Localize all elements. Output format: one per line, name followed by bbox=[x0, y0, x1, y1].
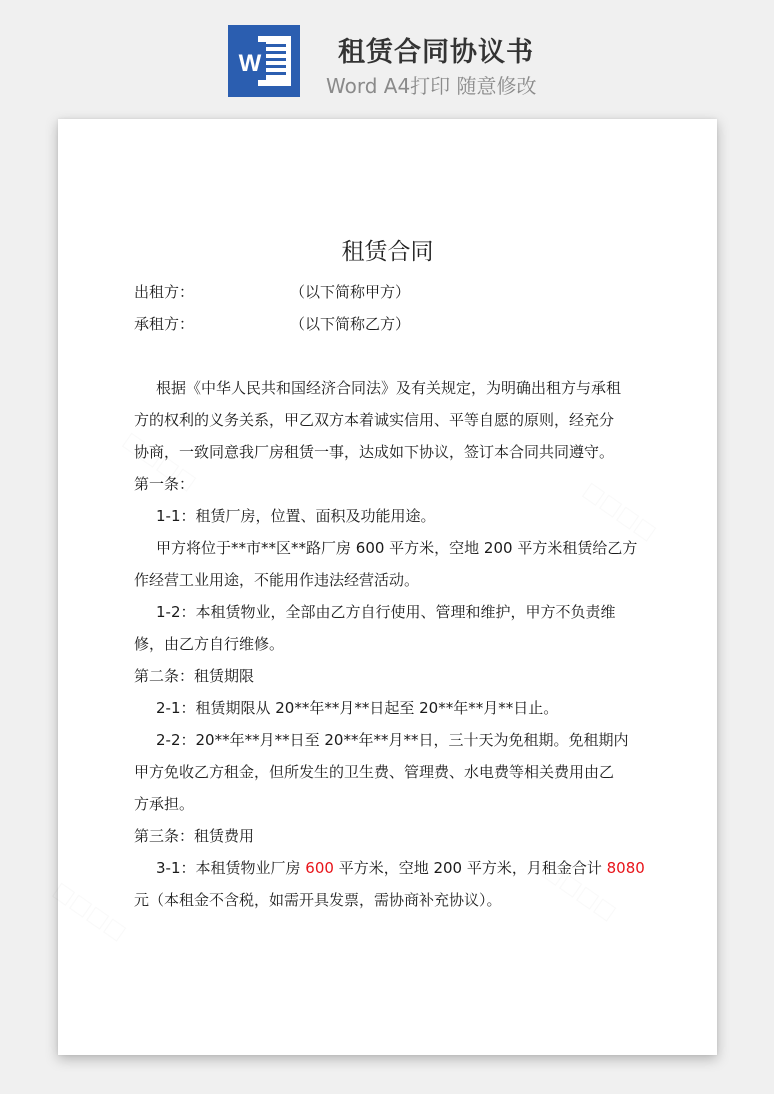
body-line: 元（本租金不含税，如需开具发票，需协商补充协议）。 bbox=[134, 891, 502, 909]
body-line: 方承担。 bbox=[134, 795, 195, 813]
word-icon-letter: W bbox=[238, 50, 262, 77]
document-page bbox=[58, 119, 717, 1055]
header-title: 租赁合同协议书 bbox=[338, 37, 534, 68]
clause-line: 2-1：租赁期限从 20**年**月**日起至 20**年**月**日止。 bbox=[156, 699, 559, 717]
body-line: 甲方免收乙方租金，但所发生的卫生费、管理费、水电费等相关费用由乙 bbox=[134, 763, 615, 781]
clause-line: 1-1：租赁厂房，位置、面积及功能用途。 bbox=[156, 507, 436, 525]
article-heading: 第三条：租赁费用 bbox=[134, 827, 255, 845]
lessee-note: （以下简称乙方） bbox=[290, 315, 411, 333]
monthly-rent-value: 8080 bbox=[606, 859, 645, 877]
word-document-icon bbox=[228, 25, 300, 97]
body-line: 根据《中华人民共和国经济合同法》及有关规定，为明确出租方与承租 bbox=[156, 379, 622, 397]
header-banner bbox=[0, 0, 774, 118]
body-line: 方的权利的义务关系，甲乙双方本着诚实信用、平等自愿的原则，经充分 bbox=[134, 411, 615, 429]
watermark bbox=[48, 877, 130, 945]
body-line: 修，由乙方自行维修。 bbox=[134, 635, 285, 653]
clause-line: 2-2：20**年**月**日至 20**年**月**日，三十天为免租期。免租期内 bbox=[156, 731, 629, 749]
header-subtitle: Word A4打印 随意修改 bbox=[326, 74, 537, 98]
lessee-label: 承租方： bbox=[134, 315, 195, 333]
factory-area-value: 600 bbox=[305, 859, 334, 877]
rent-prefix: 3-1：本租赁物业厂房 bbox=[156, 859, 306, 877]
article-heading: 第一条： bbox=[134, 475, 195, 493]
rent-clause-line bbox=[156, 857, 645, 878]
lessor-label: 出租方： bbox=[134, 283, 195, 301]
watermark bbox=[578, 477, 660, 545]
body-line: 作经营工业用途，不能用作违法经营活动。 bbox=[134, 571, 420, 589]
article-heading: 第二条：租赁期限 bbox=[134, 667, 255, 685]
rent-middle: 平方米，空地 200 平方米，月租金合计 bbox=[333, 859, 607, 877]
body-line: 甲方将位于**市**区**路厂房 600 平方米，空地 200 平方米租赁给乙方 bbox=[156, 539, 638, 557]
lessor-note: （以下简称甲方） bbox=[290, 283, 411, 301]
body-line: 协商，一致同意我厂房租赁一事，达成如下协议，签订本合同共同遵守。 bbox=[134, 443, 615, 461]
clause-line: 1-2：本租赁物业，全部由乙方自行使用、管理和维护，甲方不负责维 bbox=[156, 603, 616, 621]
document-title: 租赁合同 bbox=[341, 239, 434, 265]
